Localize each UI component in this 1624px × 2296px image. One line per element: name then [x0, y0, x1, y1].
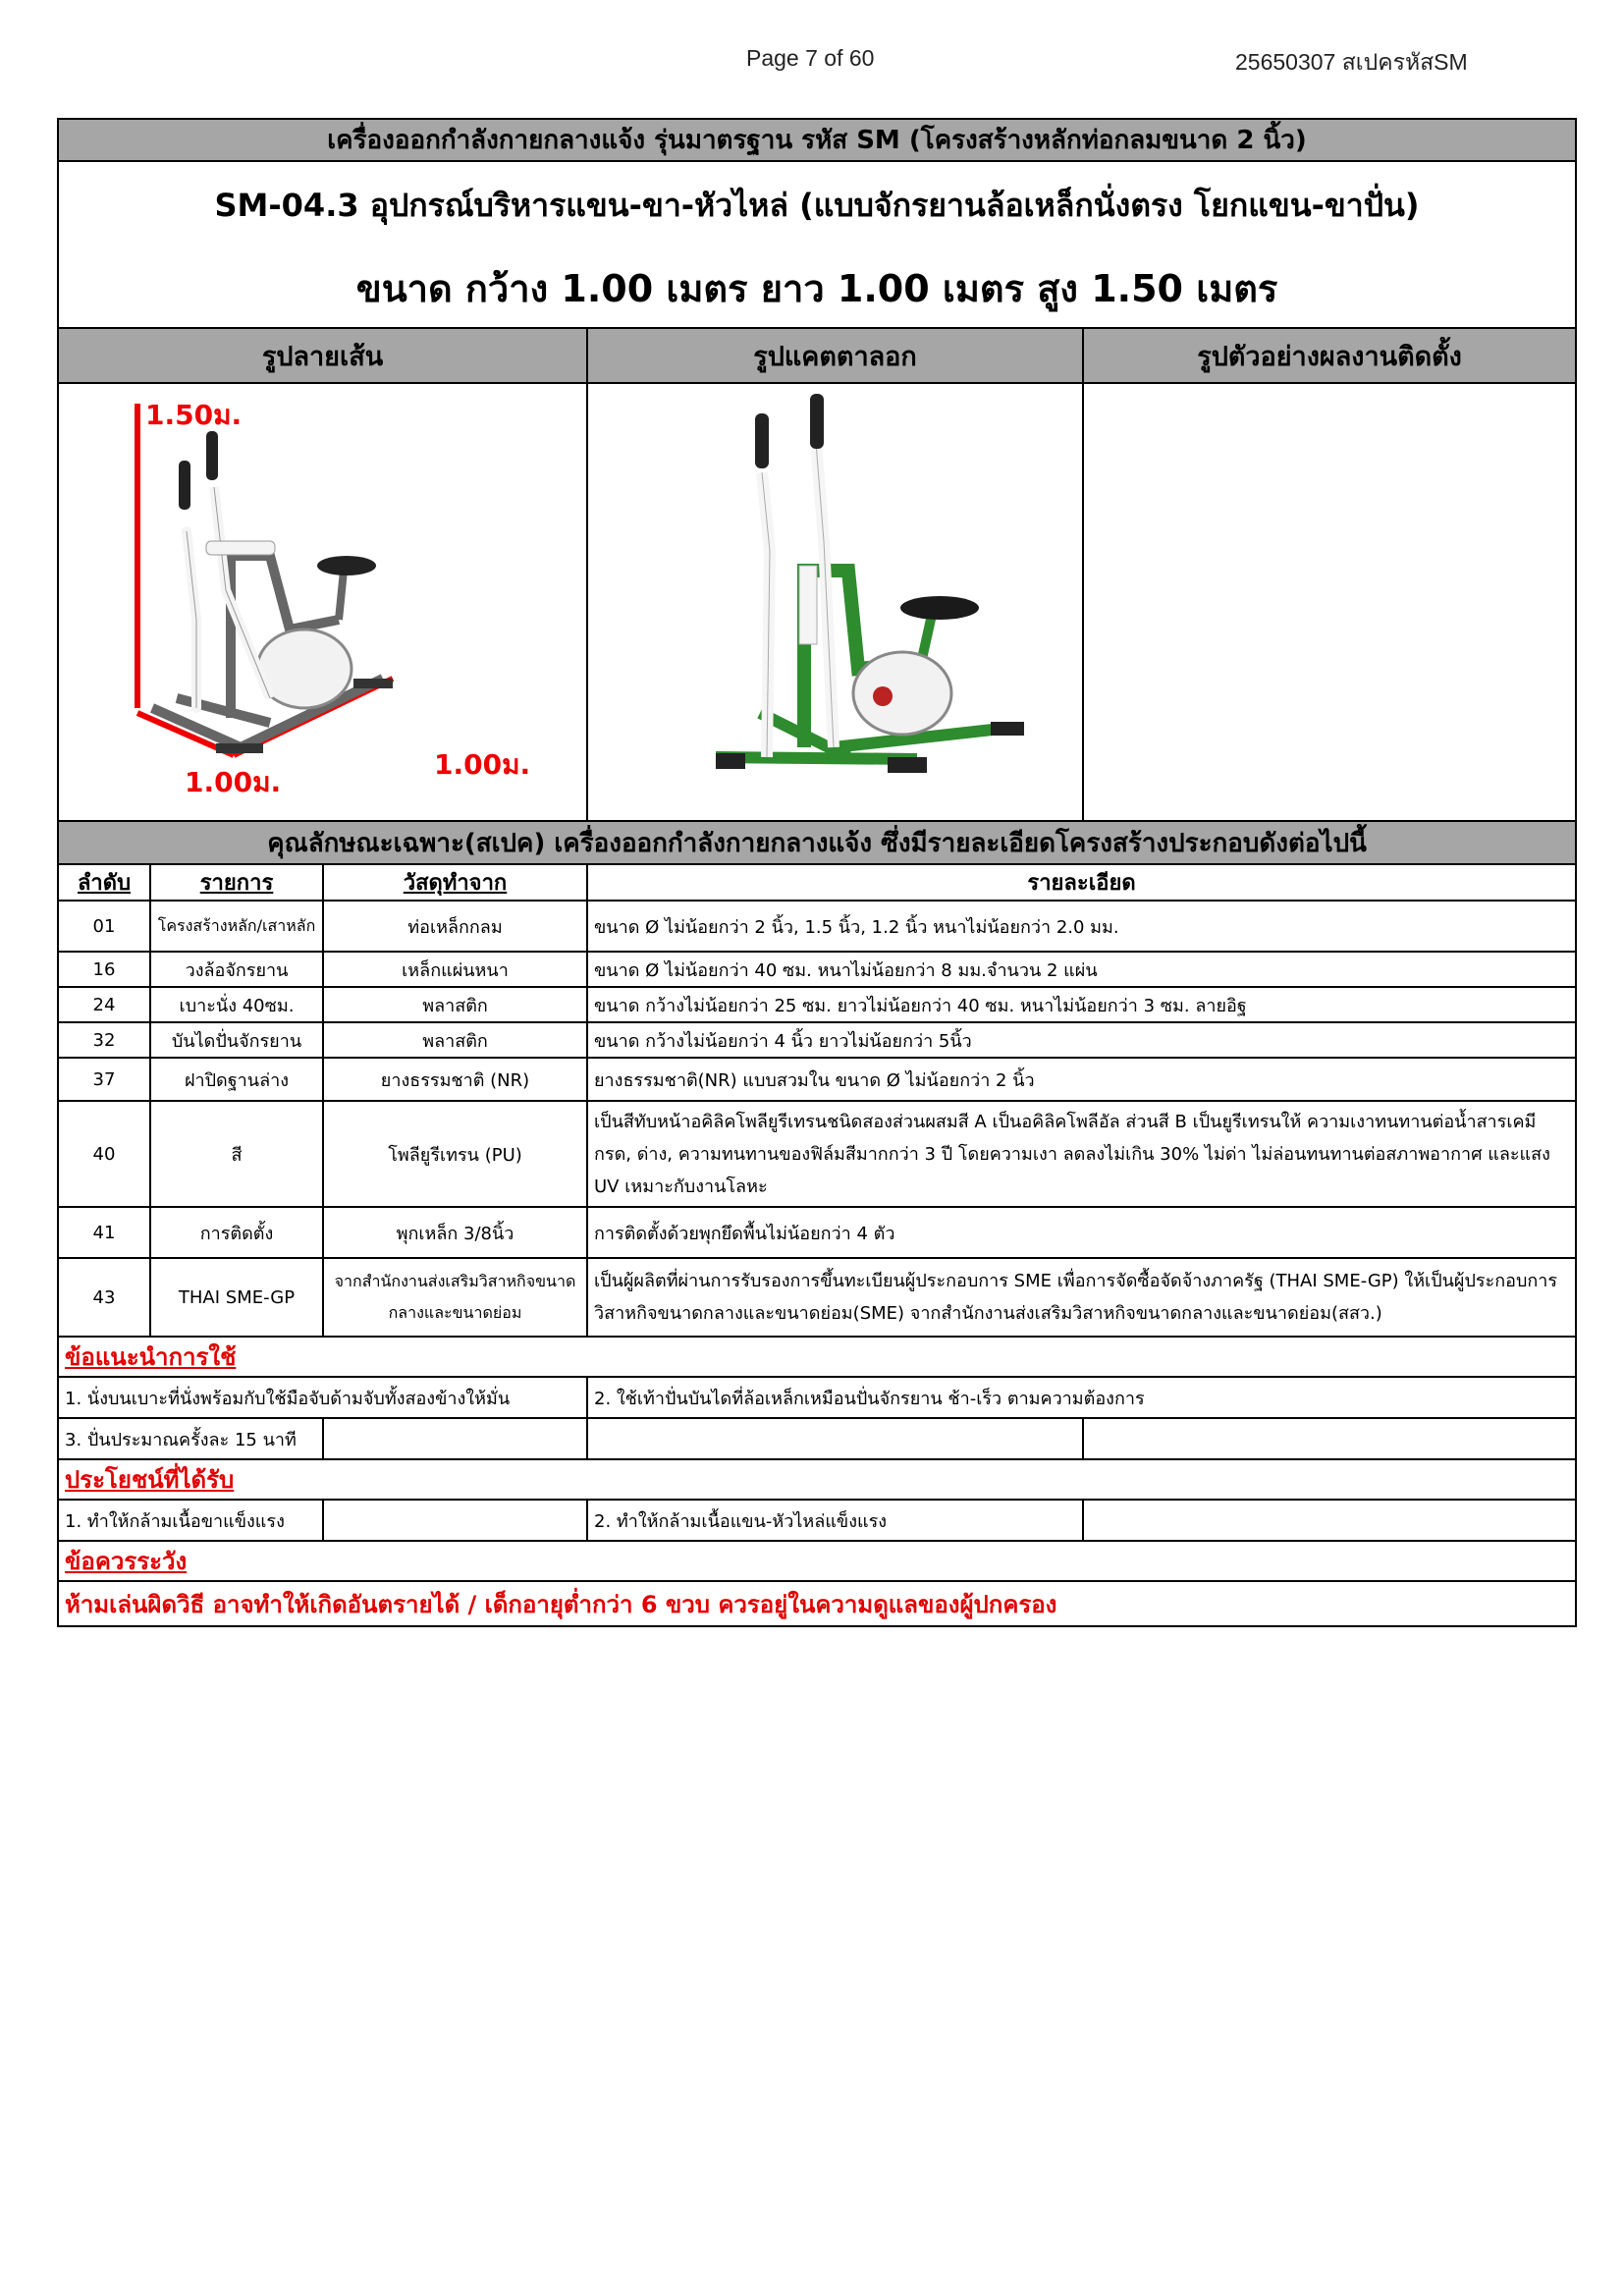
product-title: SM-04.3 อุปกรณ์บริหารแขน-ขา-หัวไหล่ (แบบจักรยานล้อเหล็กนั่งตรง โยกแขน-ขาปั่น) [58, 161, 1576, 248]
usage-item: 1. นั่งบนเบาะที่นั่งพร้อมกับใช้มือจับด้ามจับทั้งสองข้างให้มั่น [58, 1377, 587, 1418]
spec-heading: คุณลักษณะเฉพาะ(สเปค) เครื่องออกกำลังกายกลางแจ้ง ซึ่งมีรายละเอียดโครงสร้างประกอบดังต่อไปนี้ [58, 821, 1576, 864]
benefit-item: 1. ทำให้กล้ามเนื้อขาแข็งแรง [58, 1500, 323, 1541]
column-item: รายการ [150, 864, 323, 901]
spec-row: 41 การติดตั้ง พุกเหล็ก 3/8นิ้ว การติดตั้งด้วยพุกยึดพื้นไม่น้อยกว่า 4 ตัว [58, 1207, 1576, 1258]
spec-row: 24 เบาะนั่ง 40ซม. พลาสติก ขนาด กว้างไม่น้อยกว่า 25 ซม. ยาวไม่น้อยกว่า 40 ซม. หนาไม่น้อยกว่า 3 ซม. ลายอิฐ [58, 987, 1576, 1022]
length-dimension-label: 1.00ม. [434, 748, 531, 781]
header-line-drawing: รูปลายเส้น [58, 328, 587, 383]
spec-row: 43 THAI SME-GP จากสำนักงานส่งเสริมวิสาหกิจขนาดกลางและขนาดย่อม เป็นผู้ผลิตที่ผ่านการรับรองการขึ้นทะเบียนผู้ประกอบการ SME เพื่อการจัดซื้อจัดจ้างภาครัฐ (THAI SME-GP) ให้เป็นผู้ประกอบการวิสาหกิจขนาดกลางและขนาดย่อม(SME) จากสำนักงานส่งเสริมวิสาหกิจขนาดกลางและขนาดย่อม(สสว.) [58, 1258, 1576, 1337]
column-detail: รายละเอียด [587, 864, 1576, 901]
series-title: เครื่องออกกำลังกายกลางแจ้ง รุ่นมาตรฐาน รหัส SM (โครงสร้างหลักท่อกลมขนาด 2 นิ้ว) [58, 119, 1576, 161]
spec-row: 32 บันไดปั่นจักรยาน พลาสติก ขนาด กว้างไม่น้อยกว่า 4 นิ้ว ยาวไม่น้อยกว่า 5นิ้ว [58, 1022, 1576, 1058]
catalog-image-cell [587, 383, 1083, 821]
catalog-bike-image [588, 384, 1083, 820]
spec-row: 01 โครงสร้างหลัก/เสาหลัก ท่อเหล็กกลม ขนาด Ø ไม่น้อยกว่า 2 นิ้ว, 1.5 นิ้ว, 1.2 นิ้ว หนาไม่น้อยกว่า 2.0 มม. [58, 901, 1576, 952]
usage-heading: ข้อแนะนำการใช้ [58, 1337, 1576, 1377]
spec-row: 37 ฝาปิดฐานล่าง ยางธรรมชาติ (NR) ยางธรรมชาติ(NR) แบบสวมใน ขนาด Ø ไม่น้อยกว่า 2 นิ้ว [58, 1058, 1576, 1101]
header-catalog-image: รูปแคตตาลอก [587, 328, 1083, 383]
spec-sheet-table [57, 118, 1577, 1627]
product-size: ขนาด กว้าง 1.00 เมตร ยาว 1.00 เมตร สูง 1.50 เมตร [58, 248, 1576, 328]
benefit-item: 2. ทำให้กล้ามเนื้อแขน-หัวไหล่แข็งแรง [587, 1500, 1083, 1541]
column-material: วัสดุทำจาก [323, 864, 587, 901]
document-code: 25650307 สเปครหัสSM [1235, 49, 1468, 75]
benefit-heading: ประโยชน์ที่ได้รับ [58, 1459, 1576, 1500]
usage-item: 3. ปั่นประมาณครั้งละ 15 นาที [58, 1418, 323, 1459]
spec-row: 40 สี โพลียูรีเทรน (PU) เป็นสีทับหน้าอคิลิคโพลียูรีเทรนชนิดสองส่วนผสมสี A เป็นอคิลิคโพลีอัล ส่วนสี B เป็นยูรีเทรนให้ ความเงาทนทานต่อน้ำสารเคมี กรด, ด่าง, ความทนทานของฟิล์มสีมากกว่า 3 ปี โดยความเงา ลดลงไม่เกิน 30% ไม่ด่า ไม่ล่อนทนทานต่อสภาพอากาศ และแสง UV เหมาะกับงานโลหะ [58, 1101, 1576, 1207]
width-dimension-label: 1.00ม. [185, 766, 282, 798]
height-dimension-label: 1.50ม. [145, 399, 243, 431]
spec-row: 16 วงล้อจักรยาน เหล็กแผ่นหนา ขนาด Ø ไม่น้อยกว่า 40 ซม. หนาไม่น้อยกว่า 8 มม.จำนวน 2 แผ่น [58, 952, 1576, 987]
page-number: Page 7 of 60 [746, 45, 875, 71]
line-drawing-cell [58, 383, 587, 821]
header-installation-example: รูปตัวอย่างผลงานติดตั้ง [1083, 328, 1576, 383]
caution-text: ห้ามเล่นผิดวิธี อาจทำให้เกิดอันตรายได้ / เด็กอายุต่ำกว่า 6 ขวบ ควรอยู่ในความดูแลของผู้ปกครอง [58, 1581, 1576, 1626]
caution-heading: ข้อควรระวัง [58, 1541, 1576, 1581]
column-no: ลำดับ [58, 864, 150, 901]
usage-item: 2. ใช้เท้าปั่นบันไดที่ล้อเหล็กเหมือนปั่นจักรยาน ช้า-เร็ว ตามความต้องการ [587, 1377, 1576, 1418]
installation-example-cell [1083, 383, 1576, 821]
